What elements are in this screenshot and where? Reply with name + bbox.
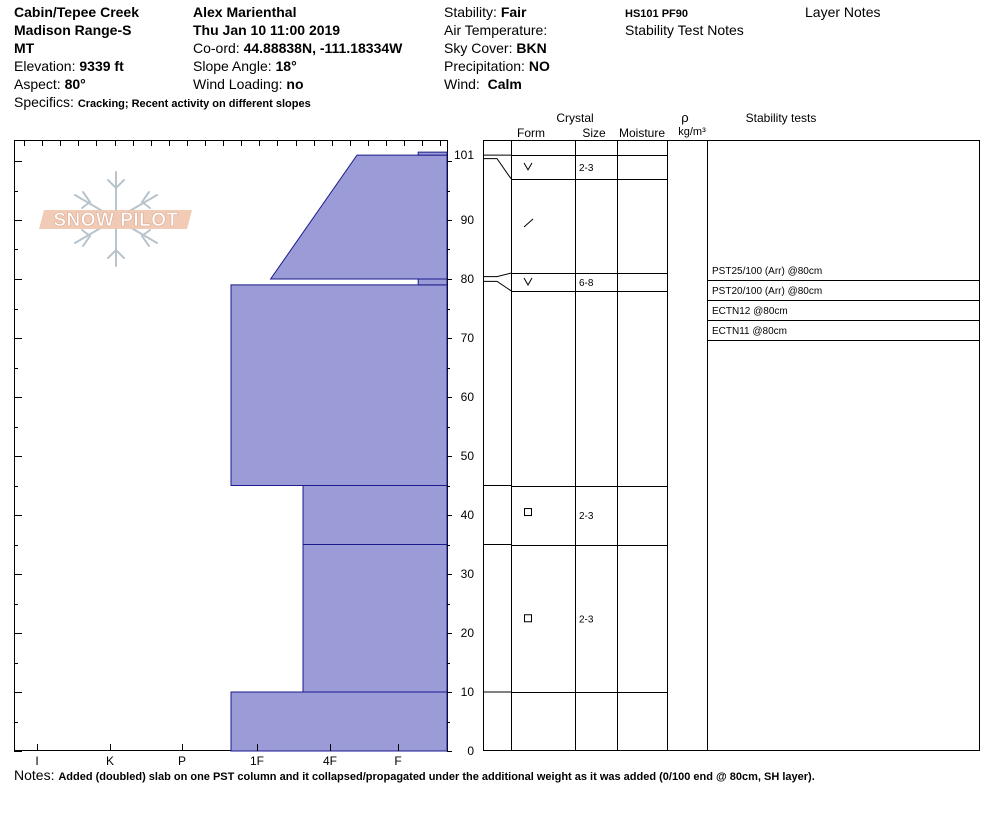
decomposing-fragment-icon	[524, 219, 533, 227]
faceted-crystal-icon	[525, 615, 532, 622]
stability-test-entry: PST25/100 (Arr) @80cm	[712, 266, 823, 277]
wind-loading-label: Wind Loading:	[193, 76, 283, 92]
height-tick-label: 10	[460, 685, 474, 699]
faceted-crystal-icon	[525, 509, 532, 516]
stability-test-entry: ECTN12 @80cm	[712, 306, 788, 317]
hardness-layer-5	[271, 155, 447, 279]
location-line-2: Madison Range-S	[14, 22, 132, 38]
slope-value: 18°	[275, 58, 297, 74]
sky-label: Sky Cover:	[444, 40, 513, 56]
height-tick-label: 70	[460, 331, 474, 345]
grain-size: 2-3	[579, 162, 594, 174]
wind-label: Wind:	[444, 76, 480, 92]
coord-value: 44.88838N, -111.18334W	[243, 40, 403, 56]
stability-test-entry: PST20/100 (Arr) @80cm	[712, 286, 823, 297]
size-heading: Size	[582, 126, 606, 140]
hardness-tick-label: K	[105, 754, 115, 768]
hardness-tick-label: 1F	[249, 754, 265, 768]
hardness-tick-label: P	[177, 754, 187, 768]
sky-value: BKN	[516, 40, 547, 56]
height-tick-label: 50	[460, 449, 474, 463]
boundary-connector	[484, 281, 511, 290]
hardness-tick-label: I	[35, 754, 39, 768]
location-line-3: MT	[14, 40, 35, 56]
slope-label: Slope Angle:	[193, 58, 272, 74]
elevation-value: 9339 ft	[79, 58, 124, 74]
height-tick-label: 90	[460, 213, 474, 227]
crystal-rows	[524, 163, 594, 625]
density-symbol: ρ	[681, 110, 689, 125]
observation-datetime: Thu Jan 10 11:00 2019	[193, 22, 341, 38]
grain-size: 2-3	[579, 614, 594, 626]
specifics-label: Specifics:	[14, 94, 74, 110]
logo-text: SNOW PILOT	[53, 210, 179, 231]
crystal-heading: Crystal	[556, 111, 594, 125]
stability-test-entry: ECTN11 @80cm	[712, 326, 787, 337]
air-temperature: Air Temperature:	[444, 22, 548, 38]
precip-label: Precipitation:	[444, 58, 525, 74]
hardness-layers	[231, 152, 447, 751]
elevation-label: Elevation:	[14, 58, 76, 74]
hardness-layer-1	[303, 545, 447, 693]
location-line-1: Cabin/Tepee Creek	[14, 4, 140, 20]
height-tick-label: 60	[460, 390, 474, 404]
boundary-connector	[484, 273, 511, 277]
height-tick-label: 80	[460, 272, 474, 286]
moisture-heading: Moisture	[618, 126, 666, 140]
hardness-layer-0	[231, 692, 447, 751]
stability-tests	[707, 266, 979, 341]
depth-hoar-icon	[524, 278, 532, 285]
notes	[14, 767, 815, 785]
precip-value: NO	[528, 58, 550, 74]
hardness-layer-6	[418, 152, 447, 155]
height-tick-label: 40	[460, 508, 474, 522]
grain-size: 6-8	[579, 277, 594, 289]
grain-size: 2-3	[579, 511, 594, 522]
aspect-value: 80°	[64, 76, 86, 92]
wind-value: Calm	[487, 76, 522, 92]
layer-table-frame	[484, 141, 980, 751]
height-tick-label: 101	[453, 148, 474, 163]
stability-label: Stability:	[444, 4, 497, 20]
form-heading: Form	[517, 126, 545, 140]
hardness-tick-label: 4F	[322, 754, 338, 768]
hardness-tick-label: F	[394, 754, 402, 768]
depth-hoar-icon	[524, 163, 532, 170]
wind-loading-value: no	[286, 76, 304, 92]
height-tick-label: 20	[460, 626, 474, 640]
layer-notes-heading: Layer Notes	[805, 4, 881, 20]
height-tick-label: 30	[460, 567, 474, 581]
stability-value: Fair	[500, 4, 527, 20]
layer-table	[484, 140, 980, 751]
notes-text: Added (doubled) slab on one PST column and it collapsed/propagated under the additional weight as it was added (0/100 end @ 80cm, SH layer).	[58, 771, 815, 783]
hs-pf: HS101 PF90	[625, 8, 688, 20]
hardness-layer-2	[303, 486, 447, 545]
coord-label: Co-ord:	[193, 40, 240, 56]
specifics-value: Cracking; Recent activity on different slopes	[77, 98, 311, 110]
aspect-label: Aspect:	[14, 76, 61, 92]
hardness-layer-3	[231, 285, 447, 486]
notes-label: Notes:	[14, 767, 55, 783]
density-unit: kg/m³	[678, 126, 706, 138]
observer-name: Alex Marienthal	[193, 4, 297, 20]
stability-test-notes-heading: Stability Test Notes	[625, 22, 744, 38]
boundary-connector	[484, 159, 511, 179]
height-tick-label: 0	[467, 744, 474, 758]
stability-tests-heading: Stability tests	[745, 111, 817, 125]
hardness-layer-4	[418, 279, 447, 285]
snowpilot-logo	[39, 172, 192, 266]
